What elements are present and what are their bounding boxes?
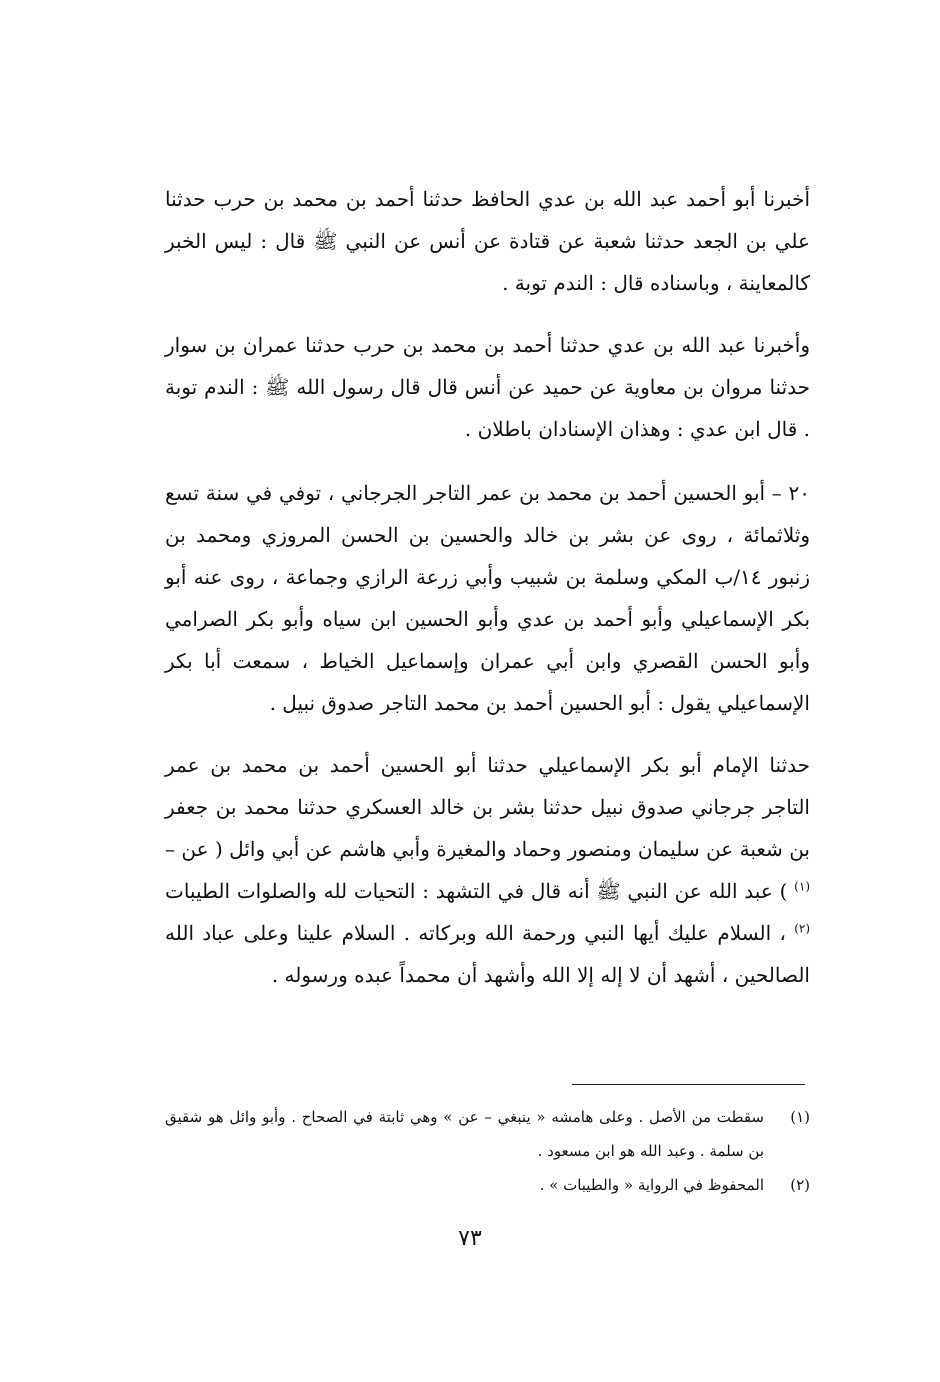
main-text: [165, 178, 810, 996]
footnote-ref-2[interactable]: (٢): [794, 921, 811, 936]
text-line: رسول الله ﷺ : الندم توبة . قال ابن عدي : وهذان الإسنادان: [165, 375, 810, 441]
footnotes: [165, 1100, 810, 1202]
text-line: محمد بن جعفر بن شعبة عن سليمان ومنصور وحماد والمغيرة وأبي هاشم: [165, 795, 810, 861]
paragraph-4-tashahhud: [165, 744, 810, 996]
text-line: ٢٠ – أبو الحسين أحمد بن محمد بن عمر التاجر الجرجاني ، توفي: [278, 481, 811, 505]
text-line: حدثنا الإمام أبو بكر الإسماعيلي حدثنا أبو الحسين أحمد بن محمد بن: [210, 753, 810, 777]
text-line: ومحمد بن زنبور ١٤/ب المكي وسلمة بن شبيب وأبي زرعة الرازي: [165, 523, 811, 589]
text-line: عمران بن سوار حدثنا مروان بن معاوية عن حميد عن أنس قال قال: [165, 333, 811, 399]
text-line: في سنة تسع وثلاثمائة ، روى عن بشر بن خالد والحسين بن الحسن المروزي: [165, 481, 811, 547]
footnote-ref-1[interactable]: (١): [794, 879, 810, 894]
text-line: حرب حدثنا علي بن الجعد حدثنا شعبة عن قتادة عن أنس عن النبي ﷺ: [165, 187, 810, 253]
text-line: وجماعة ، روى عنه أبو بكر الإسماعيلي وأبو أحمد بن عدي وأبو الحسين: [165, 565, 811, 631]
paragraph-3-biography: [165, 472, 810, 724]
text-line: ابن سياه وأبو بكر الصرامي وأبو الحسن القصري وابن أبي عمران: [165, 607, 811, 673]
paragraph-1: [165, 178, 810, 304]
text-line: أخبرنا أبو أحمد عبد الله بن عدي الحافظ حدثنا أحمد بن محمد بن: [263, 187, 811, 211]
text-line: وأشهد أن محمداً عبده ورسوله .: [271, 963, 536, 987]
text-line: وأخبرنا عبد الله بن عدي حدثنا أحمد بن محمد بن حرب حدثنا: [305, 333, 810, 357]
text-line: التحيات لله والصلوات الطيبات: [165, 879, 416, 903]
footnote-2: [165, 1168, 810, 1202]
footnote-1: [165, 1100, 810, 1168]
text-line: وإسماعيل الخياط ، سمعت أبا بكر الإسماعيلي يقول : أبو الحسين أحمد بن: [165, 649, 810, 715]
footnote-divider: [572, 1084, 805, 1085]
text-line: قال : ليس الخبر كالمعاينة ، وباسناده قال : الندم توبة .: [165, 229, 810, 295]
footnote-text: المحفوظ في الرواية « والطيبات » .: [539, 1176, 764, 1194]
text-line: ، السلام عليك أيها النبي ورحمة الله: [484, 921, 795, 945]
text-line: محمد التاجر صدوق نبيل .: [269, 691, 480, 715]
page-number: ٧٣: [458, 1226, 482, 1251]
footnote-text: سقطت من الأصل . وعلى هامشه « ينبغي – عن » وهي ثابتة في الصحاح . وأبو وائل هو شقيق بن سلمة . وعبد الله هو ابن مسعود .: [165, 1108, 764, 1160]
footnote-number: (٢): [790, 1176, 810, 1194]
text-line: ) عبد الله عن النبي ﷺ أنه قال في التشهد :: [422, 879, 795, 903]
text-line: عمر التاجر جرجاني صدوق نبيل حدثنا بشر بن خالد العسكري حدثنا: [165, 753, 810, 819]
paragraph-2: [165, 324, 810, 450]
text-line: عن أبي وائل ( عن –: [165, 837, 333, 861]
footnote-number: (١): [790, 1108, 810, 1126]
text-line: وبركاته . السلام علينا وعلى عباد الله الصالحين ، أشهد أن لا إله إلا الله: [165, 921, 810, 987]
text-line: باطلان .: [464, 417, 532, 441]
